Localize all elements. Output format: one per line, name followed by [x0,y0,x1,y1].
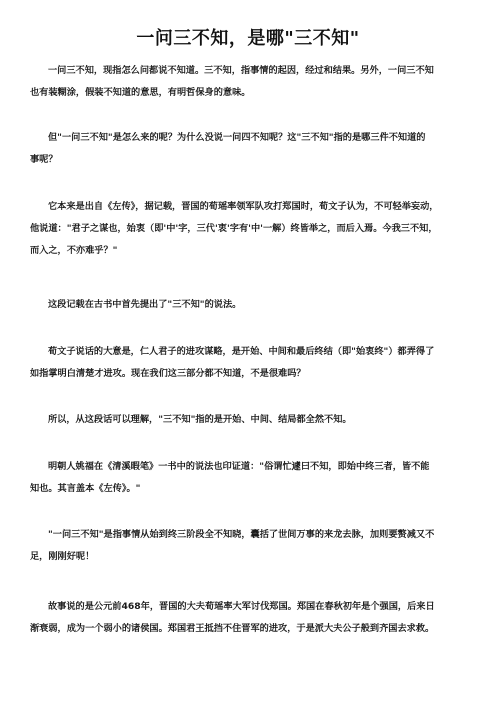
paragraph-line: 渐衰弱，成为一个弱小的诸侯国。郑国君王抵挡不住晋军的进攻，于是派大夫公子般到齐国去求救。 [30,623,435,634]
paragraph-line: 而入之，不亦难乎？" [30,245,118,256]
paragraph-4 [30,294,470,316]
paragraph-line: 故事说的是公元前468年，晋国的大夫荀瑶率大军讨伐郑国。郑国在春秋初年是个强国，后来日 [48,601,435,612]
paragraph-9 [30,596,470,640]
paragraph-line: 如指掌明白清楚才进攻。现在我们这三部分都不知道，不是很难吗？ [30,368,306,379]
paragraph-line: 但"一问三不知"是怎么来的呢？为什么没说一问四不知呢？这"三不知"指的是哪三件不知道的 [48,132,426,143]
paragraph-7 [30,456,470,500]
paragraph-3 [30,196,470,262]
paragraph-line: 足，刚刚好呢！ [30,551,95,562]
paragraph-line: 一问三不知，现指怎么问都说不知道。三不知，指事情的起因，经过和结果。另外，一问三不知 [48,65,434,76]
paragraph-1 [30,60,470,104]
paragraph-2 [30,127,470,171]
paragraph-6 [30,409,470,431]
paragraph-line: 也有装糊涂，假装不知道的意思，有明哲保身的意味。 [30,87,251,98]
document-title: 一问三不知，是哪"三不知" [136,28,360,49]
paragraph-line: 这段记载在古书中首先提出了"三不知"的说法。 [48,299,242,310]
paragraph-8 [30,524,470,568]
paragraph-line: 荀文子说话的大意是，仁人君子的进攻谋略，是开始、中间和最后终结（即"始衷终"）都弄得了 [48,346,435,357]
paragraph-line: 它本来是出自《左传》，据记载，晋国的荀瑶率领军队攻打郑国时，荀文子认为，不可轻举妄动， [48,201,439,212]
paragraph-line: 明朝人姚福在《清溪暇笔》一书中的说法也印证道："俗谓忙遽曰不知，即始中终三者，皆不能 [48,461,430,472]
paragraph-line: 所以，从这段话可以理解，"三不知"指的是开始、中间、结局都全然不知。 [48,414,352,425]
paragraph-line: "一问三不知"是指事情从始到终三阶段全不知晓，囊括了世间万事的来龙去脉，加则要赘减又不 [48,529,435,540]
paragraph-line: 他说道："君子之谋也，始衷（即'中'字，三代'衷'字有'中'一解）终皆举之，而后入焉。今我三不知， [30,223,438,234]
paragraph-line: 知也。其言盖本《左传》。" [30,483,141,494]
paragraph-5 [30,341,470,385]
paragraph-line: 事呢？ [30,154,58,165]
